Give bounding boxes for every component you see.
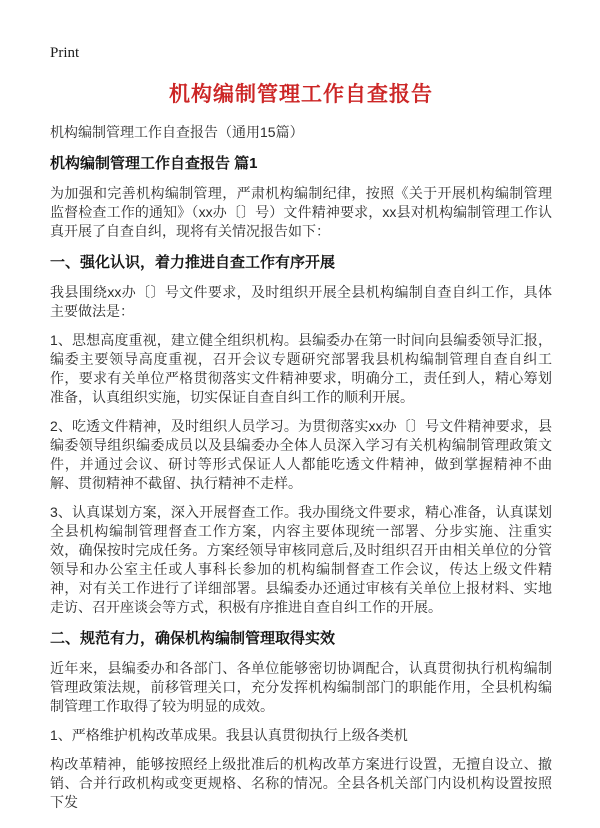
body-paragraph: 1、思想高度重视，建立健全组织机构。县编委办在第一时间向县编委领导汇报，编委主要领导高度重视，召开会议专题研究部署我县机构编制管理自查自纠工作，要求有关单位严格贯彻落实文件精神要求，明确分工，责任到人，精心筹划准备，认真组织实施，切实保证自查自纠工作的顺利开展。 bbox=[50, 332, 552, 405]
body-paragraph: 我县围绕xx办〔〕号文件要求，及时组织开展全县机构编制自查自纠工作，具体主要做法是： bbox=[50, 284, 552, 319]
section-heading: 二、规范有力，确保机构编制管理取得实效 bbox=[50, 630, 336, 647]
body-paragraph: 为加强和完善机构编制管理，严肃机构编制纪律，按照《关于开展机构编制管理监督检查工作的通知》（xx办〔〕号）文件精神要求，xx县对机构编制管理工作认真开展了自查自纠，现将有关情况报告如下： bbox=[50, 185, 552, 239]
document-subtitle: 机构编制管理工作自查报告（通用15篇） bbox=[50, 124, 304, 140]
body-paragraph: 2、吃透文件精神，及时组织人员学习。为贯彻落实xx办〔〕号文件精神要求，县编委领导组织编委成员以及县编委办全体人员深入学习有关机构编制管理政策文件，并通过会议、研讨等形式保证人人都能吃透文件精神，做到掌握精神不曲解、贯彻精神不截留、执行精神不走样。 bbox=[50, 418, 552, 491]
section-heading: 机构编制管理工作自查报告 篇1 bbox=[50, 155, 258, 172]
body-paragraph: 1、严格维护机构改革成果。我县认真贯彻执行上级各类机 bbox=[50, 727, 408, 743]
body-paragraph: 近年来，县编委办和各部门、各单位能够密切协调配合，认真贯彻执行机构编制管理政策法规，前移管理关口，充分发挥机构编制部门的职能作用，全县机构编制管理工作取得了较为明显的成效。 bbox=[50, 660, 552, 714]
body-paragraph: 3、认真谋划方案，深入开展督查工作。我办围绕文件要求，精心准备，认真谋划全县机构编制管理督查工作方案，内容主要体现统一部署、分步实施、注重实效，确保按时完成任务。方案经领导审核同意后,及时组织召开由相关单位的分管领导和办公室主任或人事科长参加的机构编制督查工作会议，传达上级文件精神，对有关工作进行了详细部署。县编委办还通过审核有关单位上报材料、实地走访、召开座谈会等方式，积极有序推进自查自纠工作的开展。 bbox=[50, 504, 552, 615]
page-title: 机构编制管理工作自查报告 bbox=[169, 83, 433, 106]
document-body bbox=[50, 154, 552, 812]
body-paragraph: 构改革精神，能够按照经上级批准后的机构改革方案进行设置，无擅自设立、撤销、合并行政机构或变更规格、名称的情况。全县各机关部门内设机构设置按照下发 bbox=[50, 756, 552, 810]
section-heading: 一、强化认识，着力推进自查工作有序开展 bbox=[50, 254, 336, 271]
print-button[interactable]: Print bbox=[50, 45, 80, 61]
